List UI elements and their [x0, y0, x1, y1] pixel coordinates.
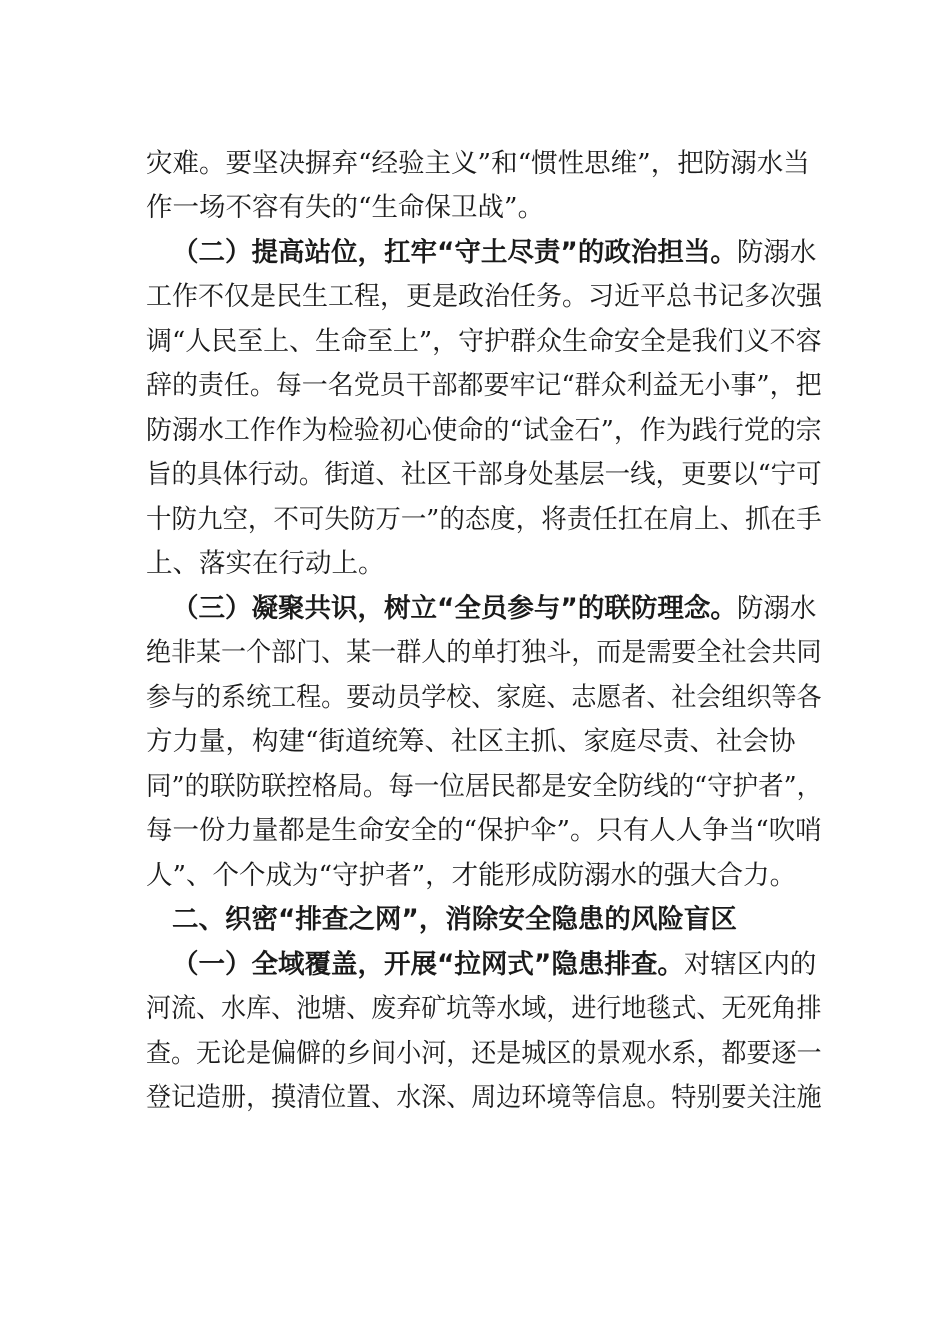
section-lead-rest: 对辖区内的 [683, 949, 817, 980]
body-line: 河流、水库、池塘、废弃矿坑等水域，进行地毯式、无死角排 [146, 993, 822, 1024]
body-line: 调“人民至上、生命至上”，守护群众生命安全是我们义不容 [146, 326, 822, 357]
section-lead-heading: （三）凝聚共识，树立“全员参与”的联防理念。 [172, 593, 737, 624]
body-line: 旨的具体行动。街道、社区干部身处基层一线，更要以“宁可 [146, 459, 822, 490]
body-line: 参与的系统工程。要动员学校、家庭、志愿者、社会组织等各 [146, 682, 822, 713]
section-lead-rest: 防溺水 [736, 593, 817, 624]
body-line: 查。无论是偏僻的乡间小河，还是城区的景观水系，都要逐一 [146, 1038, 822, 1069]
body-line: 方力量，构建“街道统筹、社区主抓、家庭尽责、社会协 [146, 726, 796, 757]
section-lead-line [172, 944, 816, 986]
body-line: 上、落实在行动上。 [146, 548, 385, 579]
body-line: 同”的联防联控格局。每一位居民都是安全防线的“守护者”， [146, 771, 823, 802]
body-line: 作一场不容有失的“生命保卫战”。 [146, 192, 545, 223]
body-line: 每一份力量都是生命安全的“保护伞”。只有人人争当“吹哨 [146, 815, 822, 846]
section-lead-line [172, 232, 816, 274]
body-line: 工作不仅是民生工程，更是政治任务。习近平总书记多次强 [146, 281, 822, 312]
body-line: 辞的责任。每一名党员干部都要牢记“群众利益无小事”，把 [146, 370, 822, 401]
section-heading: 二、织密“排查之网”，消除安全隐患的风险盲区 [172, 904, 737, 935]
body-line: 绝非某一个部门、某一群人的单打独斗，而是需要全社会共同 [146, 637, 822, 668]
section-lead-line [172, 588, 816, 630]
body-line: 十防九空，不可失防万一”的态度，将责任扛在肩上、抓在手 [146, 504, 822, 535]
body-line: 登记造册，摸清位置、水深、周边环境等信息。特别要关注施 [146, 1082, 822, 1113]
body-line: 灾难。要坚决摒弃“经验主义”和“惯性思维”，把防溺水当 [146, 148, 810, 179]
section-lead-rest: 防溺水 [736, 237, 817, 268]
section-lead-heading: （一）全域覆盖，开展“拉网式”隐患排查。 [172, 949, 684, 980]
section-lead-heading: （二）提高站位，扛牢“守土尽责”的政治担当。 [172, 237, 737, 268]
body-line: 防溺水工作作为检验初心使命的“试金石”，作为践行党的宗 [146, 415, 822, 446]
body-line: 人”、个个成为“守护者”，才能形成防溺水的强大合力。 [146, 860, 797, 891]
